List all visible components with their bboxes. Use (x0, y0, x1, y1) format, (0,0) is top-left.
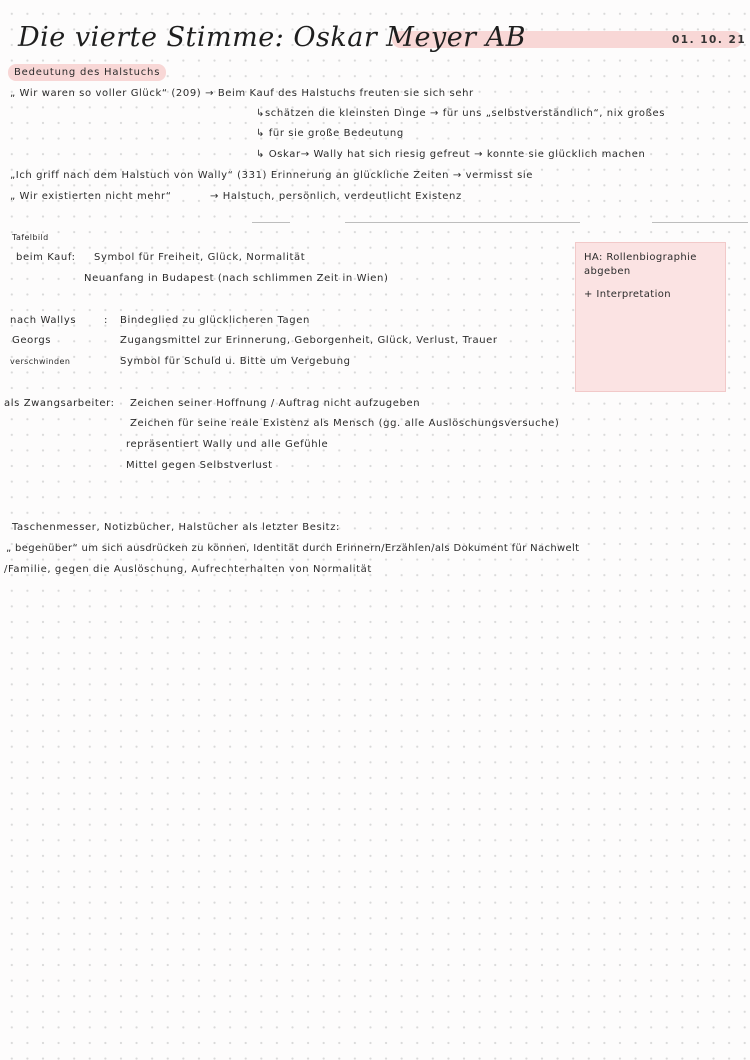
zwang-line: repräsentiert Wally und alle Gefühle (126, 439, 329, 450)
divider (345, 222, 580, 223)
homework-title: HA: Rollenbiographie abgeben (584, 252, 697, 277)
tafelbild-label: Tafelbild (12, 233, 49, 242)
zwang-line: Zeichen seiner Hoffnung / Auftrag nicht aufzugeben (130, 398, 421, 409)
homework-item: + Interpretation (584, 289, 672, 300)
note-line: ↳ Oskar→ Wally hat sich riesig gefreut → konnte sie glücklich machen (256, 149, 646, 160)
note-line: ↳ für sie große Bedeutung (256, 128, 404, 139)
divider (652, 222, 748, 223)
kauf-label: beim Kauf: (16, 252, 76, 263)
kauf-line: Symbol für Freiheit, Glück, Normalität (94, 252, 306, 263)
zwang-line: Mittel gegen Selbstverlust (126, 460, 273, 471)
divider (252, 222, 290, 223)
note-line: ↳schätzen die kleinsten Dinge → für uns „selbstverständlich“, nix großes (256, 108, 666, 119)
wally-colon: : (104, 315, 108, 326)
page-title: Die vierte Stimme: Oskar Meyer AB (18, 22, 526, 53)
wally-label: Georgs (12, 335, 52, 346)
note-line: „ begenüber“ um sich ausdrücken zu können, Identität durch Erinnern/Erzählen/als Dokument für Nachwelt (6, 543, 580, 554)
wally-label: verschwinden (10, 357, 71, 366)
homework-box (575, 242, 726, 392)
kauf-line: Neuanfang in Budapest (nach schlimmen Zeit in Wien) (84, 273, 389, 284)
note-line: „ Wir existierten nicht mehr“ (10, 191, 172, 202)
zwang-label: als Zwangsarbeiter: (4, 398, 115, 409)
note-line: Taschenmesser, Notizbücher, Halstücher als letzter Besitz: (12, 522, 341, 533)
wally-line: Zugangsmittel zur Erinnerung, Geborgenheit, Glück, Verlust, Trauer (120, 335, 498, 346)
note-line: → Halstuch, persönlich, verdeutlicht Existenz (210, 191, 462, 202)
note-line: „ Wir waren so voller Glück“ (209) → Beim Kauf des Halstuchs freuten sie sich sehr (10, 88, 474, 99)
zwang-line: Zeichen für seine reale Existenz als Mensch (gg. alle Auslöschungsversuche) (130, 418, 560, 429)
wally-label: nach Wallys (10, 315, 77, 326)
section-heading-halstuch: Bedeutung des Halstuchs (8, 64, 166, 81)
note-line: „Ich griff nach dem Halstuch von Wally“ (331) Erinnerung an glückliche Zeiten → vermisst sie (10, 170, 534, 181)
date: 01. 10. 21 (672, 34, 747, 46)
wally-line: Bindeglied zu glücklicheren Tagen (120, 315, 310, 326)
note-line: /Familie, gegen die Auslöschung, Aufrechterhalten von Normalität (4, 564, 372, 575)
wally-line: Symbol für Schuld u. Bitte um Vergebung (120, 356, 351, 367)
